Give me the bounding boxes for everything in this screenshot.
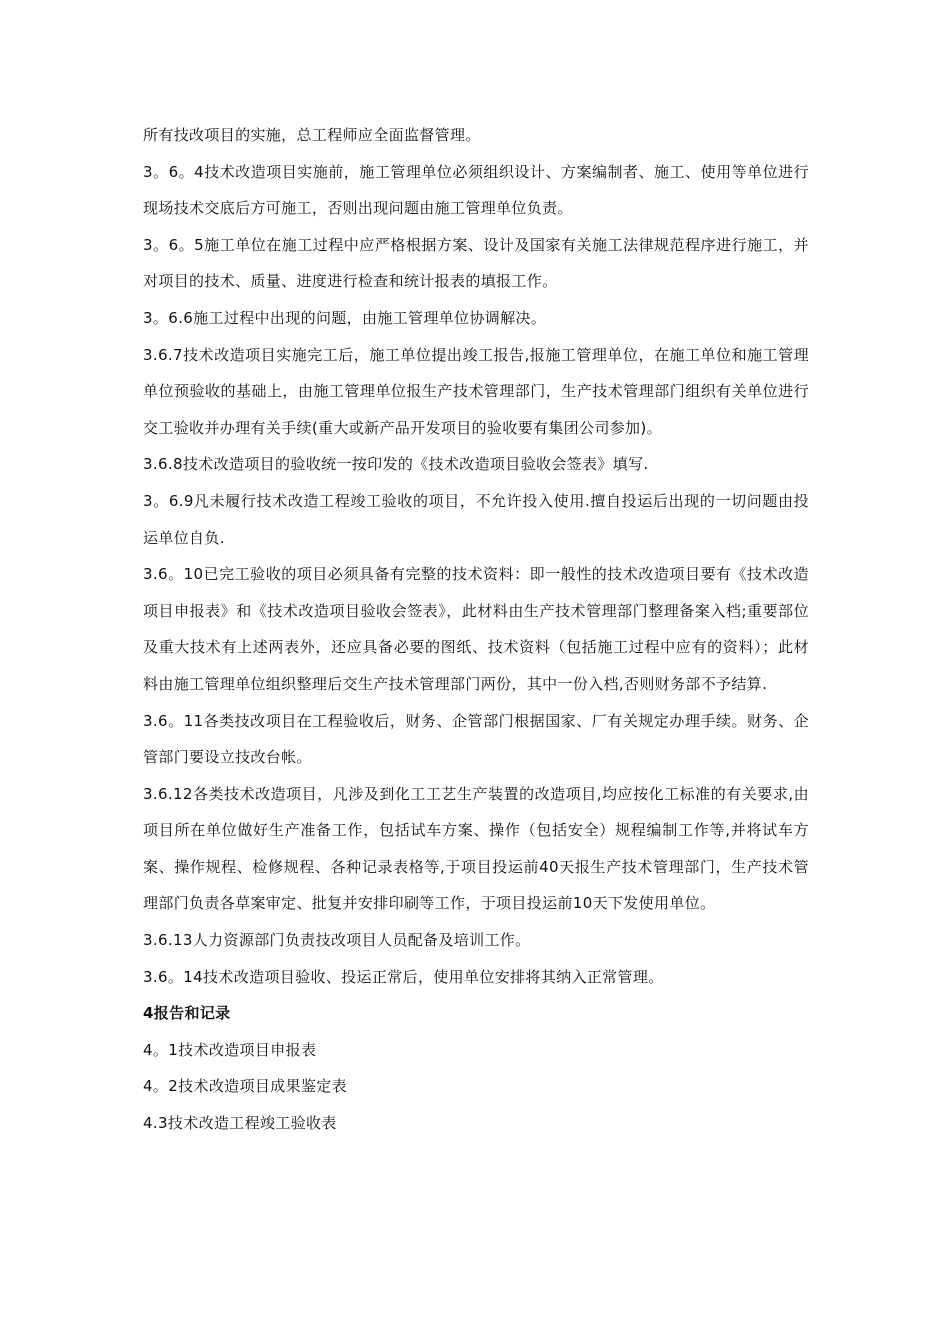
record-item-4-1: 4。1技术改造项目申报表 [143,1040,317,1059]
document-body [143,117,809,1142]
paragraph-3-6-8: 3.6.8技术改造项目的验收统一按印发的《技术改造项目验收会签表》填写. [143,455,649,474]
paragraph-3-6-13: 3.6.13人力资源部门负责技改项目人员配备及培训工作。 [143,931,531,950]
section-heading-reports-records: 4报告和记录 [143,1004,231,1023]
paragraph-3-6-12: 3.6.12各类技术改造项目，凡涉及到化工工艺生产装置的改造项目,均应按化工标准的有关要求,由项目所在单位做好生产准备工作，包括试车方案、操作（包括安全）规程编制工作等,并将试车方案、操作规程、检修规程、各种记录表格等,于项目投运前40天报生产技术管理部门，生产技术管理部门负责各草案审定、批复并安排印刷等工作，于项目投运前10天下发使用单位。 [143,784,809,913]
paragraph-3-6-11: 3.6。11各类技改项目在工程验收后，财务、企管部门根据国家、厂有关规定办理手续。财务、企管部门要设立技改台帐。 [143,711,809,767]
paragraph-3-6-9: 3。6.9凡未履行技术改造工程竣工验收的项目，不允许投入使用.擅自投运后出现的一切问题由投运单位自负. [143,491,809,547]
paragraph-3-6-6: 3。6.6施工过程中出现的问题，由施工管理单位协调解决。 [143,308,547,327]
paragraph-3-6-10: 3.6。10已完工验收的项目必须具备有完整的技术资料：即一般性的技术改造项目要有《技术改造项目申报表》和《技术改造项目验收会签表》，此材料由生产技术管理部门整理备案入档;重要部位及重大技术有上述两表外，还应具备必要的图纸、技术资料（包括施工过程中应有的资料）；此材料由施工管理单位组织整理后交生产技术管理部门两份，其中一份入档,否则财务部不予结算. [143,565,809,693]
record-item-4-3: 4.3技术改造工程竣工验收表 [143,1114,337,1133]
paragraph-3-6-14: 3.6。14技术改造项目验收、投运正常后，使用单位安排将其纳入正常管理。 [143,967,664,986]
paragraph-oversight: 所有技改项目的实施，总工程师应全面监督管理。 [143,126,481,144]
paragraph-3-6-7: 3.6.7技术改造项目实施完工后，施工单位提出竣工报告,报施工管理单位，在施工单位和施工管理单位预验收的基础上，由施工管理单位报生产技术管理部门，生产技术管理部门组织有关单位进行交工验收并办理有关手续(重大或新产品开发项目的验收要有集团公司参加)。 [143,345,809,437]
record-item-4-2: 4。2技术改造项目成果鉴定表 [143,1077,347,1096]
paragraph-3-6-4: 3。6。4技术改造项目实施前，施工管理单位必须组织设计、方案编制者、施工、使用等单位进行现场技术交底后方可施工，否则出现问题由施工管理单位负责。 [143,162,809,218]
paragraph-3-6-5: 3。6。5施工单位在施工过程中应严格根据方案、设计及国家有关施工法律规范程序进行施工，并对项目的技术、质量、进度进行检查和统计报表的填报工作。 [143,235,809,291]
